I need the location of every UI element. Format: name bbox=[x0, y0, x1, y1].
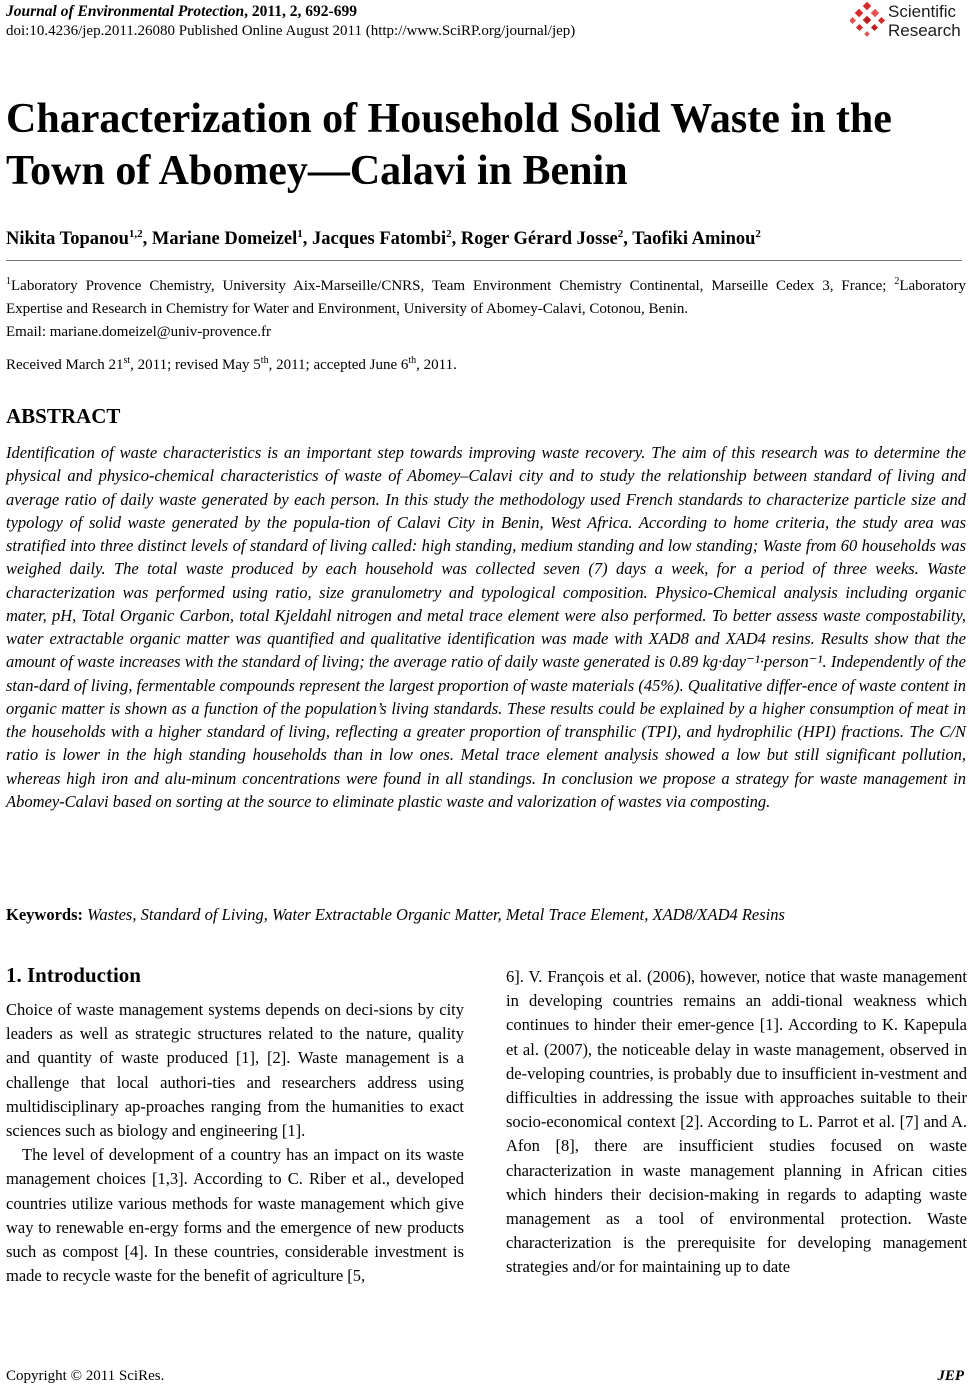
publisher-logo bbox=[850, 2, 970, 44]
author-list bbox=[6, 228, 761, 250]
keywords-label: Keywords: bbox=[6, 905, 83, 924]
journal-abbreviation: JEP bbox=[937, 1368, 964, 1384]
author: Jacques Fatombi$^2$, bbox=[312, 228, 461, 250]
author: Roger Gérard Josse$^2$, bbox=[460, 228, 633, 250]
paper-title: Characterization of Household Solid Waste in the Town of Abomey—Calavi in Benin bbox=[6, 96, 892, 194]
abstract-heading: ABSTRACT bbox=[6, 404, 121, 428]
section-heading: 1. Introduction bbox=[6, 963, 141, 987]
email: Email: mariane.domeizel@univ-provence.fr bbox=[6, 324, 271, 340]
affiliations: $^1$Laboratory Provence Chemistry, University Aix-Marseille/CNRS, Team Environment Chemistry Continental, Marseille Cedex 3, France; $^2$Laboratory Expertise and Research in Chemistry for Water and Environment, University of Abomey-Calavi, Cotonou, Benin. Email: mariane.domeizel@univ-provence.fr bbox=[6, 276, 966, 340]
affiliation-1: Laboratory Provence Chemistry, University Aix-Marseille/CNRS, Team Environment Chemistry Continental, Marseille Cedex 3, France; bbox=[11, 278, 895, 294]
journal-citation bbox=[6, 3, 357, 21]
right-column bbox=[506, 965, 967, 1280]
paragraph: 6]. V. François et al. (2006), however, notice that waste management in developing countries remains an addi-tional weakness which continues to hinder their emer-gence [1]. According to K. Kapepula et al. (2007), the noticeable delay in waste management, observed in de-veloping countries, is probably due to insufficient in-vestment and difficulties in addressing the issue with approaches suitable to their socio-economical context [2]. According to L. Parrot et al. [7] and A. Afon [8], there are insufficient studies focused on waste characterization in waste management planning in African cities which hinders their decision-making in regards to adapting waste management as a tool of environmental protection. Waste characterization is the prerequisite for developing management strategies and/or for maintaining up to date bbox=[506, 967, 967, 1277]
affiliation-2: Laboratory Expertise and Research in Chemistry for Water and Environment, University of Abomey-Calavi, Cotonou, Benin. bbox=[6, 278, 966, 317]
received-dates: Received March 21st, 2011; revised May 5th, 2011; accepted June 6th, 2011. bbox=[6, 355, 457, 373]
author: Nikita Topanou$^{1,2}$, bbox=[6, 228, 152, 250]
abstract-text: Identification of waste characteristics is an important step towards improving waste recovery. The aim of this research was to determine the physical and physico-chemical characteristics of waste of Abomey–Calavi city and to study the relationship between standard of living and average ratio of daily waste generated by each person. In this study the methodology used French standards to characterize particle size and typology of solid waste generated by the popula-tion of Calavi City in Benin, West Africa. According to home criteria, the study area was stratified into three distinct levels of standard of living called: high standing, medium standing and low standing; Waste from 60 households was weighed daily. The total waste produced by each household was collected seven (7) days a week, for a period of three weeks. Waste characterization was performed using ratio, size granulometry and typological composition. Physico-Chemical analysis including organic mater, pH, Total Organic Carbon, total Kjeldahl nitrogen and metal trace element were also performed. To better assess waste compostability, water extractable organic matter was quantified and qualitative identification was made with XAD8 and XAD4 resins. Results show that the amount of waste increases with the standard of living; the average ratio of daily waste generated is 0.89 kg·day⁻¹·person⁻¹. Independently of the stan-dard of living, fermentable compounds represent the largest proportion of waste materials (45%). Qualitative differ-ence of waste content in organic matter is shown as a function of the population’s living standards. These results could be explained by a higher consumption of meat in the households with a higher standard of living, reflecting a greater proportion of transphilic (TPI), and hydrophilic (HPI) fractions. The C/N ratio is lower in the high standing households than in low ones. Metal trace element analysis showed a low but still significant pollution, whereas high iron and alu-minum concentrations were found in all standings. In conclusion we propose a strategy for waste management in Abomey-Calavi based on sorting at the source to eliminate plastic waste and valorization of wastes via composting. bbox=[6, 443, 966, 811]
logo-line-2: Research bbox=[888, 21, 961, 40]
journal-name: Journal of Environmental Protection bbox=[6, 3, 245, 20]
keywords-text: Wastes, Standard of Living, Water Extractable Organic Matter, Metal Trace Element, XAD8/XAD4 Resins bbox=[87, 905, 785, 924]
journal-issue: , 2011, 2, 692-699 bbox=[244, 3, 357, 20]
doi-line: doi:10.4236/jep.2011.26080 Published Online August 2011 (http://www.SciRP.org/journal/jep) bbox=[6, 23, 576, 39]
left-column bbox=[6, 998, 464, 1288]
author: Taofiki Aminou$^2$ bbox=[632, 228, 761, 250]
keywords bbox=[6, 905, 785, 925]
publisher-logo-icon bbox=[850, 2, 886, 42]
paragraph: The level of development of a country has an impact on its waste management choices [1,3]. According to C. Riber et al., developed countries utilize various methods for waste management which give way to renewable en-ergy forms and the emergence of new products such as compost [4]. In these countries, considerable investment is made to recycle waste for the benefit of agriculture [5, bbox=[6, 1145, 464, 1286]
logo-line-1: Scientific bbox=[888, 2, 957, 21]
paragraph: Choice of waste management systems depends on deci-sions by city leaders as well as strategic structures related to the nature, quality and quantity of waste produced [1], [2]. Waste management is a challenge that local authori-ties and researchers address using multidisciplinary ap-proaches ranging from the humanities to exact sciences such as biology and engineering [1]. bbox=[6, 1000, 464, 1141]
copyright: Copyright © 2011 SciRes. bbox=[6, 1368, 165, 1384]
divider bbox=[6, 260, 962, 261]
author: Mariane Domeizel$^1$, bbox=[151, 228, 313, 250]
